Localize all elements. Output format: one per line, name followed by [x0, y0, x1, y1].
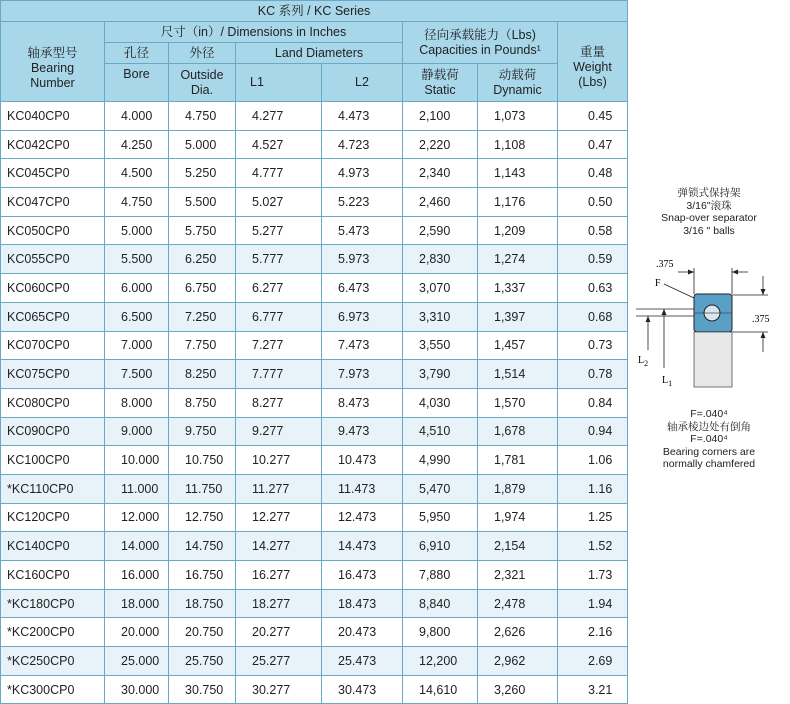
cell-dynamic: 2,478: [478, 589, 558, 618]
table-row: [1, 130, 628, 159]
cell-bore: 6.500: [105, 302, 169, 331]
cell-dynamic: 2,962: [478, 647, 558, 676]
cell-od: 16.750: [169, 561, 236, 590]
cell-number: KC040CP0: [1, 102, 105, 131]
cell-l1: 5.777: [236, 245, 322, 274]
cell-l2: 5.223: [322, 188, 403, 217]
label-l1-main: L: [662, 375, 669, 386]
table-row: [1, 589, 628, 618]
separator-cn: 弹锁式保持架: [677, 187, 741, 199]
cell-l2: 8.473: [322, 388, 403, 417]
table-row: [1, 618, 628, 647]
cell-number: KC045CP0: [1, 159, 105, 188]
cell-bore: 11.000: [105, 474, 169, 503]
table-row: [1, 561, 628, 590]
table-row: [1, 188, 628, 217]
cell-static: 12,200: [403, 647, 478, 676]
cell-l1: 20.277: [236, 618, 322, 647]
diagram-panel: [628, 0, 790, 692]
bearing-number-en: Bearing Number: [30, 61, 75, 90]
cell-l2: 4.723: [322, 130, 403, 159]
cell-weight: 1.06: [558, 446, 628, 475]
label-l2: [638, 355, 648, 368]
cell-static: 5,470: [403, 474, 478, 503]
table-row: [1, 388, 628, 417]
cell-bore: 4.750: [105, 188, 169, 217]
cell-number: KC100CP0: [1, 446, 105, 475]
cell-weight: 2.69: [558, 647, 628, 676]
dynamic-en: Dynamic: [493, 82, 542, 97]
cell-weight: 0.50: [558, 188, 628, 217]
cell-od: 20.750: [169, 618, 236, 647]
cell-number: KC090CP0: [1, 417, 105, 446]
cell-dynamic: 1,209: [478, 216, 558, 245]
label-l2-sub: 2: [644, 359, 649, 368]
cell-static: 5,950: [403, 503, 478, 532]
cell-number: *KC180CP0: [1, 589, 105, 618]
cell-static: 4,030: [403, 388, 478, 417]
cell-dynamic: 1,108: [478, 130, 558, 159]
cell-dynamic: 1,143: [478, 159, 558, 188]
cell-bore: 6.000: [105, 274, 169, 303]
cell-dynamic: 3,260: [478, 675, 558, 704]
cell-dynamic: 1,337: [478, 274, 558, 303]
cell-static: 6,910: [403, 532, 478, 561]
cell-od: 12.750: [169, 503, 236, 532]
cell-static: 3,310: [403, 302, 478, 331]
cell-bore: 8.000: [105, 388, 169, 417]
cell-od: 7.750: [169, 331, 236, 360]
cell-l1: 7.777: [236, 360, 322, 389]
cell-dynamic: 1,879: [478, 474, 558, 503]
table-row: [1, 216, 628, 245]
dim-right-label: .375: [752, 314, 770, 325]
cell-bore: 18.000: [105, 589, 169, 618]
cell-l1: 9.277: [236, 417, 322, 446]
cell-l2: 20.473: [322, 618, 403, 647]
cell-od: 4.750: [169, 102, 236, 131]
weight-en: Weight (Lbs): [573, 60, 612, 89]
label-l2-main: L: [638, 355, 645, 366]
cell-l2: 4.973: [322, 159, 403, 188]
cell-static: 3,550: [403, 331, 478, 360]
cell-number: KC055CP0: [1, 245, 105, 274]
cell-bore: 25.000: [105, 647, 169, 676]
cell-number: KC042CP0: [1, 130, 105, 159]
cell-dynamic: 1,176: [478, 188, 558, 217]
table-body: [1, 102, 628, 704]
dynamic-cn: 动载荷: [498, 67, 537, 82]
cell-static: 8,840: [403, 589, 478, 618]
capacities-title-en: Capacities in Pounds¹: [419, 42, 541, 57]
cell-bore: 16.000: [105, 561, 169, 590]
cell-bore: 30.000: [105, 675, 169, 704]
cell-static: 3,070: [403, 274, 478, 303]
weight-cn: 重量: [580, 45, 606, 59]
cell-od: 8.750: [169, 388, 236, 417]
cell-weight: 0.45: [558, 102, 628, 131]
cell-od: 18.750: [169, 589, 236, 618]
cell-bore: 5.000: [105, 216, 169, 245]
bearing-number-header: [1, 22, 105, 102]
cell-l2: 7.473: [322, 331, 403, 360]
cell-bore: 4.000: [105, 102, 169, 131]
cell-od: 6.750: [169, 274, 236, 303]
cell-l1: 4.527: [236, 130, 322, 159]
arrowhead: [761, 289, 766, 295]
cell-weight: 0.78: [558, 360, 628, 389]
cell-number: KC080CP0: [1, 388, 105, 417]
cell-l2: 11.473: [322, 474, 403, 503]
cell-dynamic: 1,678: [478, 417, 558, 446]
cell-od: 30.750: [169, 675, 236, 704]
separator-ball-cn: 3/16"滚珠: [686, 199, 732, 212]
cell-static: 2,830: [403, 245, 478, 274]
cell-weight: 0.47: [558, 130, 628, 159]
cell-l2: 5.473: [322, 216, 403, 245]
cell-weight: 0.94: [558, 417, 628, 446]
cell-number: *KC200CP0: [1, 618, 105, 647]
cell-od: 5.000: [169, 130, 236, 159]
cell-weight: 0.84: [558, 388, 628, 417]
cell-l2: 6.973: [322, 302, 403, 331]
cell-l1: 4.277: [236, 102, 322, 131]
ring-body: [694, 332, 732, 387]
series-title: KC 系列 / KC Series: [1, 1, 628, 22]
cell-l2: 16.473: [322, 561, 403, 590]
cell-dynamic: 2,321: [478, 561, 558, 590]
cell-l1: 4.777: [236, 159, 322, 188]
cell-l1: 10.277: [236, 446, 322, 475]
cell-od: 9.750: [169, 417, 236, 446]
cell-dynamic: 1,397: [478, 302, 558, 331]
table-row: [1, 302, 628, 331]
weight-header: [558, 22, 628, 102]
table-row: [1, 360, 628, 389]
cell-static: 2,590: [403, 216, 478, 245]
label-l1-sub: 1: [668, 379, 673, 388]
cell-bore: 5.500: [105, 245, 169, 274]
capacities-title: [403, 22, 558, 64]
table-row: [1, 675, 628, 704]
cell-l1: 30.277: [236, 675, 322, 704]
cell-od: 5.500: [169, 188, 236, 217]
static-en: Static: [424, 82, 456, 97]
cell-od: 5.750: [169, 216, 236, 245]
cell-static: 4,510: [403, 417, 478, 446]
cell-l1: 6.777: [236, 302, 322, 331]
cell-bore: 9.000: [105, 417, 169, 446]
capacities-title-cn: 径向承载能力（Lbs): [424, 27, 536, 42]
cell-l1: 14.277: [236, 532, 322, 561]
cell-l1: 12.277: [236, 503, 322, 532]
dim-top-label: .375: [656, 259, 674, 270]
cell-number: *KC300CP0: [1, 675, 105, 704]
label-f: F: [655, 278, 661, 289]
cell-l2: 18.473: [322, 589, 403, 618]
cell-number: KC047CP0: [1, 188, 105, 217]
cell-weight: 1.25: [558, 503, 628, 532]
chamfer-en-2: normally chamfered: [662, 458, 756, 470]
cell-l2: 4.473: [322, 102, 403, 131]
cell-number: KC120CP0: [1, 503, 105, 532]
table-row: [1, 331, 628, 360]
cell-l1: 7.277: [236, 331, 322, 360]
cell-od: 8.250: [169, 360, 236, 389]
cell-l2: 25.473: [322, 647, 403, 676]
cell-number: KC050CP0: [1, 216, 105, 245]
cell-bore: 7.500: [105, 360, 169, 389]
cell-bore: 20.000: [105, 618, 169, 647]
cell-od: 5.250: [169, 159, 236, 188]
chamfer-cn: 轴承棱边处有倒角: [667, 420, 751, 433]
cell-l1: 25.277: [236, 647, 322, 676]
arrowhead: [732, 270, 738, 275]
cell-l2: 12.473: [322, 503, 403, 532]
cell-static: 2,340: [403, 159, 478, 188]
cell-l2: 30.473: [322, 675, 403, 704]
cell-number: *KC110CP0: [1, 474, 105, 503]
arrowhead: [688, 270, 694, 275]
cell-bore: 7.000: [105, 331, 169, 360]
arrowhead: [761, 332, 766, 338]
cell-static: 7,880: [403, 561, 478, 590]
cell-weight: 1.73: [558, 561, 628, 590]
cell-dynamic: 1,570: [478, 388, 558, 417]
cell-l1: 5.277: [236, 216, 322, 245]
cell-static: 4,990: [403, 446, 478, 475]
cell-od: 7.250: [169, 302, 236, 331]
cell-weight: 3.21: [558, 675, 628, 704]
cell-weight: 0.63: [558, 274, 628, 303]
cell-dynamic: 1,974: [478, 503, 558, 532]
cell-od: 11.750: [169, 474, 236, 503]
cell-od: 6.250: [169, 245, 236, 274]
cell-static: 2,220: [403, 130, 478, 159]
arrowhead: [646, 316, 651, 322]
table-row: [1, 102, 628, 131]
cell-static: 2,100: [403, 102, 478, 131]
chamfer-en-1: Bearing corners are: [662, 445, 756, 458]
cell-weight: 0.73: [558, 331, 628, 360]
cell-l2: 9.473: [322, 417, 403, 446]
table-row: [1, 446, 628, 475]
cell-weight: 0.58: [558, 216, 628, 245]
f-value-2: F=.040⁴: [690, 433, 728, 445]
cell-weight: 2.16: [558, 618, 628, 647]
cell-dynamic: 1,514: [478, 360, 558, 389]
outside-cn: 外径: [169, 43, 236, 64]
balls-en: 3/16 " balls: [683, 224, 735, 237]
cell-bore: 12.000: [105, 503, 169, 532]
cell-l2: 7.973: [322, 360, 403, 389]
dynamic-header: [478, 64, 558, 102]
table-row: [1, 245, 628, 274]
separator-en: Snap-over separator: [661, 212, 757, 224]
l1-header: L1: [236, 64, 322, 102]
cell-l2: 6.473: [322, 274, 403, 303]
cell-bore: 10.000: [105, 446, 169, 475]
cell-weight: 0.48: [558, 159, 628, 188]
cell-dynamic: 1,274: [478, 245, 558, 274]
cell-number: KC140CP0: [1, 532, 105, 561]
land-diameters: Land Diameters: [236, 43, 403, 64]
bearing-cross-section-diagram: [628, 250, 790, 390]
cell-number: KC070CP0: [1, 331, 105, 360]
cell-l2: 5.973: [322, 245, 403, 274]
bore-en: Bore: [105, 64, 169, 102]
cell-weight: 0.68: [558, 302, 628, 331]
l2-header: L2: [322, 64, 403, 102]
table-row: [1, 647, 628, 676]
outside-en: Outside Dia.: [169, 64, 236, 102]
f-value: F=.040⁴: [690, 408, 728, 420]
cell-dynamic: 2,154: [478, 532, 558, 561]
table-row: [1, 474, 628, 503]
table-row: [1, 417, 628, 446]
cell-number: KC075CP0: [1, 360, 105, 389]
cell-dynamic: 1,457: [478, 331, 558, 360]
cell-l1: 5.027: [236, 188, 322, 217]
cell-weight: 0.59: [558, 245, 628, 274]
cell-od: 10.750: [169, 446, 236, 475]
cell-dynamic: 2,626: [478, 618, 558, 647]
cell-bore: 4.500: [105, 159, 169, 188]
cell-dynamic: 1,073: [478, 102, 558, 131]
bearing-number-cn: 轴承型号: [27, 46, 78, 60]
label-l1: [662, 375, 672, 388]
static-header: [403, 64, 478, 102]
cell-bore: 4.250: [105, 130, 169, 159]
cell-l2: 14.473: [322, 532, 403, 561]
cell-l1: 18.277: [236, 589, 322, 618]
dimensions-title: 尺寸（in）/ Dimensions in Inches: [105, 22, 403, 43]
cell-weight: 1.16: [558, 474, 628, 503]
arrowhead: [662, 309, 667, 315]
cell-l2: 10.473: [322, 446, 403, 475]
cell-l1: 11.277: [236, 474, 322, 503]
table-row: [1, 159, 628, 188]
chamfer-note: [628, 408, 790, 471]
separator-note: [628, 187, 790, 237]
table-row: [1, 503, 628, 532]
table-row: [1, 532, 628, 561]
cell-bore: 14.000: [105, 532, 169, 561]
cell-l1: 6.277: [236, 274, 322, 303]
cell-dynamic: 1,781: [478, 446, 558, 475]
cell-static: 3,790: [403, 360, 478, 389]
cell-l1: 8.277: [236, 388, 322, 417]
cell-static: 14,610: [403, 675, 478, 704]
f-pointer: [664, 284, 694, 298]
cell-weight: 1.52: [558, 532, 628, 561]
cell-weight: 1.94: [558, 589, 628, 618]
cell-number: KC160CP0: [1, 561, 105, 590]
table-row: [1, 274, 628, 303]
cell-number: KC065CP0: [1, 302, 105, 331]
cell-number: KC060CP0: [1, 274, 105, 303]
cell-number: *KC250CP0: [1, 647, 105, 676]
cell-static: 2,460: [403, 188, 478, 217]
bore-cn: 孔径: [105, 43, 169, 64]
static-cn: 静载荷: [421, 67, 459, 82]
cell-od: 25.750: [169, 647, 236, 676]
cell-l1: 16.277: [236, 561, 322, 590]
cell-static: 9,800: [403, 618, 478, 647]
cell-od: 14.750: [169, 532, 236, 561]
